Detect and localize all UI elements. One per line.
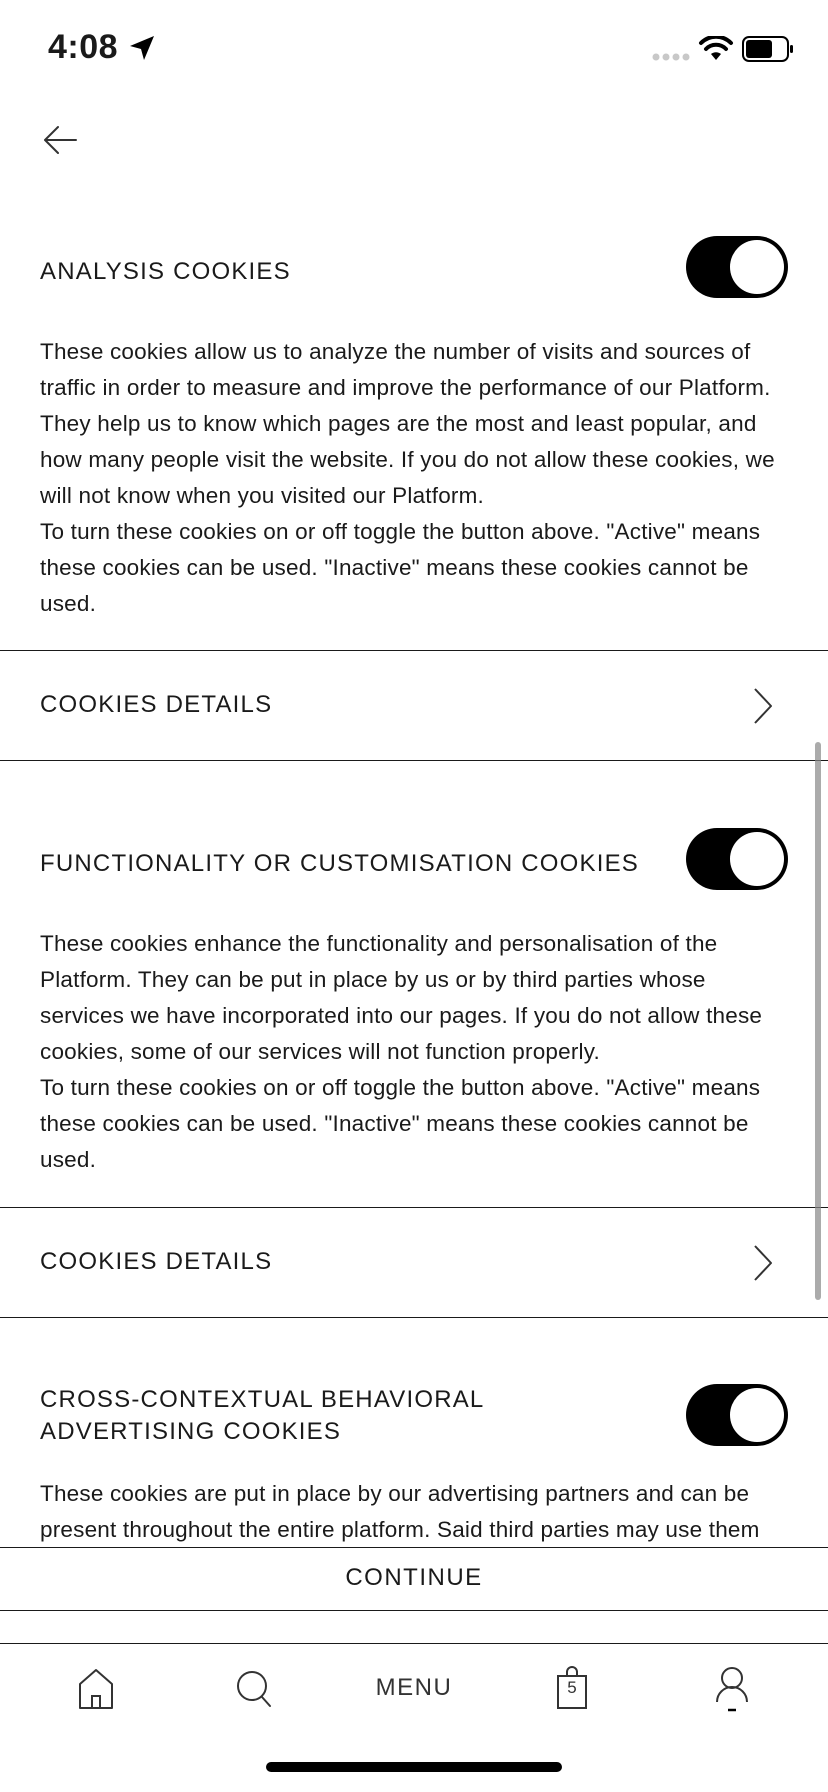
details-label: COOKIES DETAILS <box>40 1248 273 1275</box>
continue-label: CONTINUE <box>345 1564 483 1591</box>
section-title: ANALYSIS COOKIES <box>40 258 291 285</box>
description-paragraph: These cookies are put in place by our advertising partners and can be present throughout the entire platform. Said third parties may use them <box>40 1481 760 1542</box>
battery-icon <box>742 36 794 62</box>
home-indicator <box>266 1762 562 1772</box>
chevron-right-icon <box>752 687 774 725</box>
scrollbar[interactable] <box>815 742 821 1300</box>
description-paragraph: To turn these cookies on or off toggle the button above. "Active" means these cookies can be used. "Inactive" means these cookies cannot be used. <box>40 519 761 616</box>
cookie-settings-list[interactable] <box>0 190 828 1547</box>
toggle-knob <box>730 832 784 886</box>
section-description <box>40 1476 792 1547</box>
cellular-signal-icon <box>652 52 690 62</box>
status-time: 4:08 <box>48 28 119 66</box>
description-paragraph: These cookies allow us to analyze the number of visits and sources of traffic in order to measure and improve the performance of our Platform. They help us to know which pages are the most and least popular, and how many people visit the website. If you do not allow these cookies, we will not know when you visited our Platform. <box>40 339 775 508</box>
functionality-cookies-details-button[interactable] <box>0 1207 828 1318</box>
toggle-knob <box>730 240 784 294</box>
section-title: FUNCTIONALITY OR CUSTOMISATION COOKIES <box>40 850 639 877</box>
section-title: CROSS-CONTEXTUAL BEHAVIORAL ADVERTISING COOKIES <box>40 1386 484 1445</box>
user-icon[interactable] <box>714 1664 750 1712</box>
section-description <box>40 334 792 622</box>
arrow-left-icon[interactable] <box>42 124 78 156</box>
continue-button[interactable] <box>0 1547 828 1611</box>
wifi-icon <box>698 36 734 62</box>
bag-count-badge: 5 <box>567 1678 577 1697</box>
advertising-cookies-toggle[interactable] <box>686 1384 788 1446</box>
analysis-cookies-toggle[interactable] <box>686 236 788 298</box>
search-icon[interactable] <box>234 1664 274 1712</box>
section-description <box>40 926 792 1178</box>
location-arrow-icon <box>128 34 156 62</box>
status-bar <box>0 0 828 100</box>
analysis-cookies-details-button[interactable] <box>0 650 828 761</box>
home-icon[interactable] <box>76 1664 116 1712</box>
menu-button[interactable]: MENU <box>375 1674 453 1701</box>
shopping-bag-button[interactable] <box>556 1664 588 1712</box>
functionality-cookies-toggle[interactable] <box>686 828 788 890</box>
bottom-nav <box>0 1643 828 1743</box>
details-label: COOKIES DETAILS <box>40 691 273 718</box>
description-paragraph: To turn these cookies on or off toggle the button above. "Active" means these cookies can be used. "Inactive" means these cookies cannot be used. <box>40 1075 761 1172</box>
description-paragraph: These cookies enhance the functionality and personalisation of the Platform. They can be put in place by us or by third parties whose services we have incorporated into our pages. If you do not allow these cookies, some of our services will not function properly. <box>40 931 763 1064</box>
chevron-right-icon <box>752 1244 774 1282</box>
toggle-knob <box>730 1388 784 1442</box>
